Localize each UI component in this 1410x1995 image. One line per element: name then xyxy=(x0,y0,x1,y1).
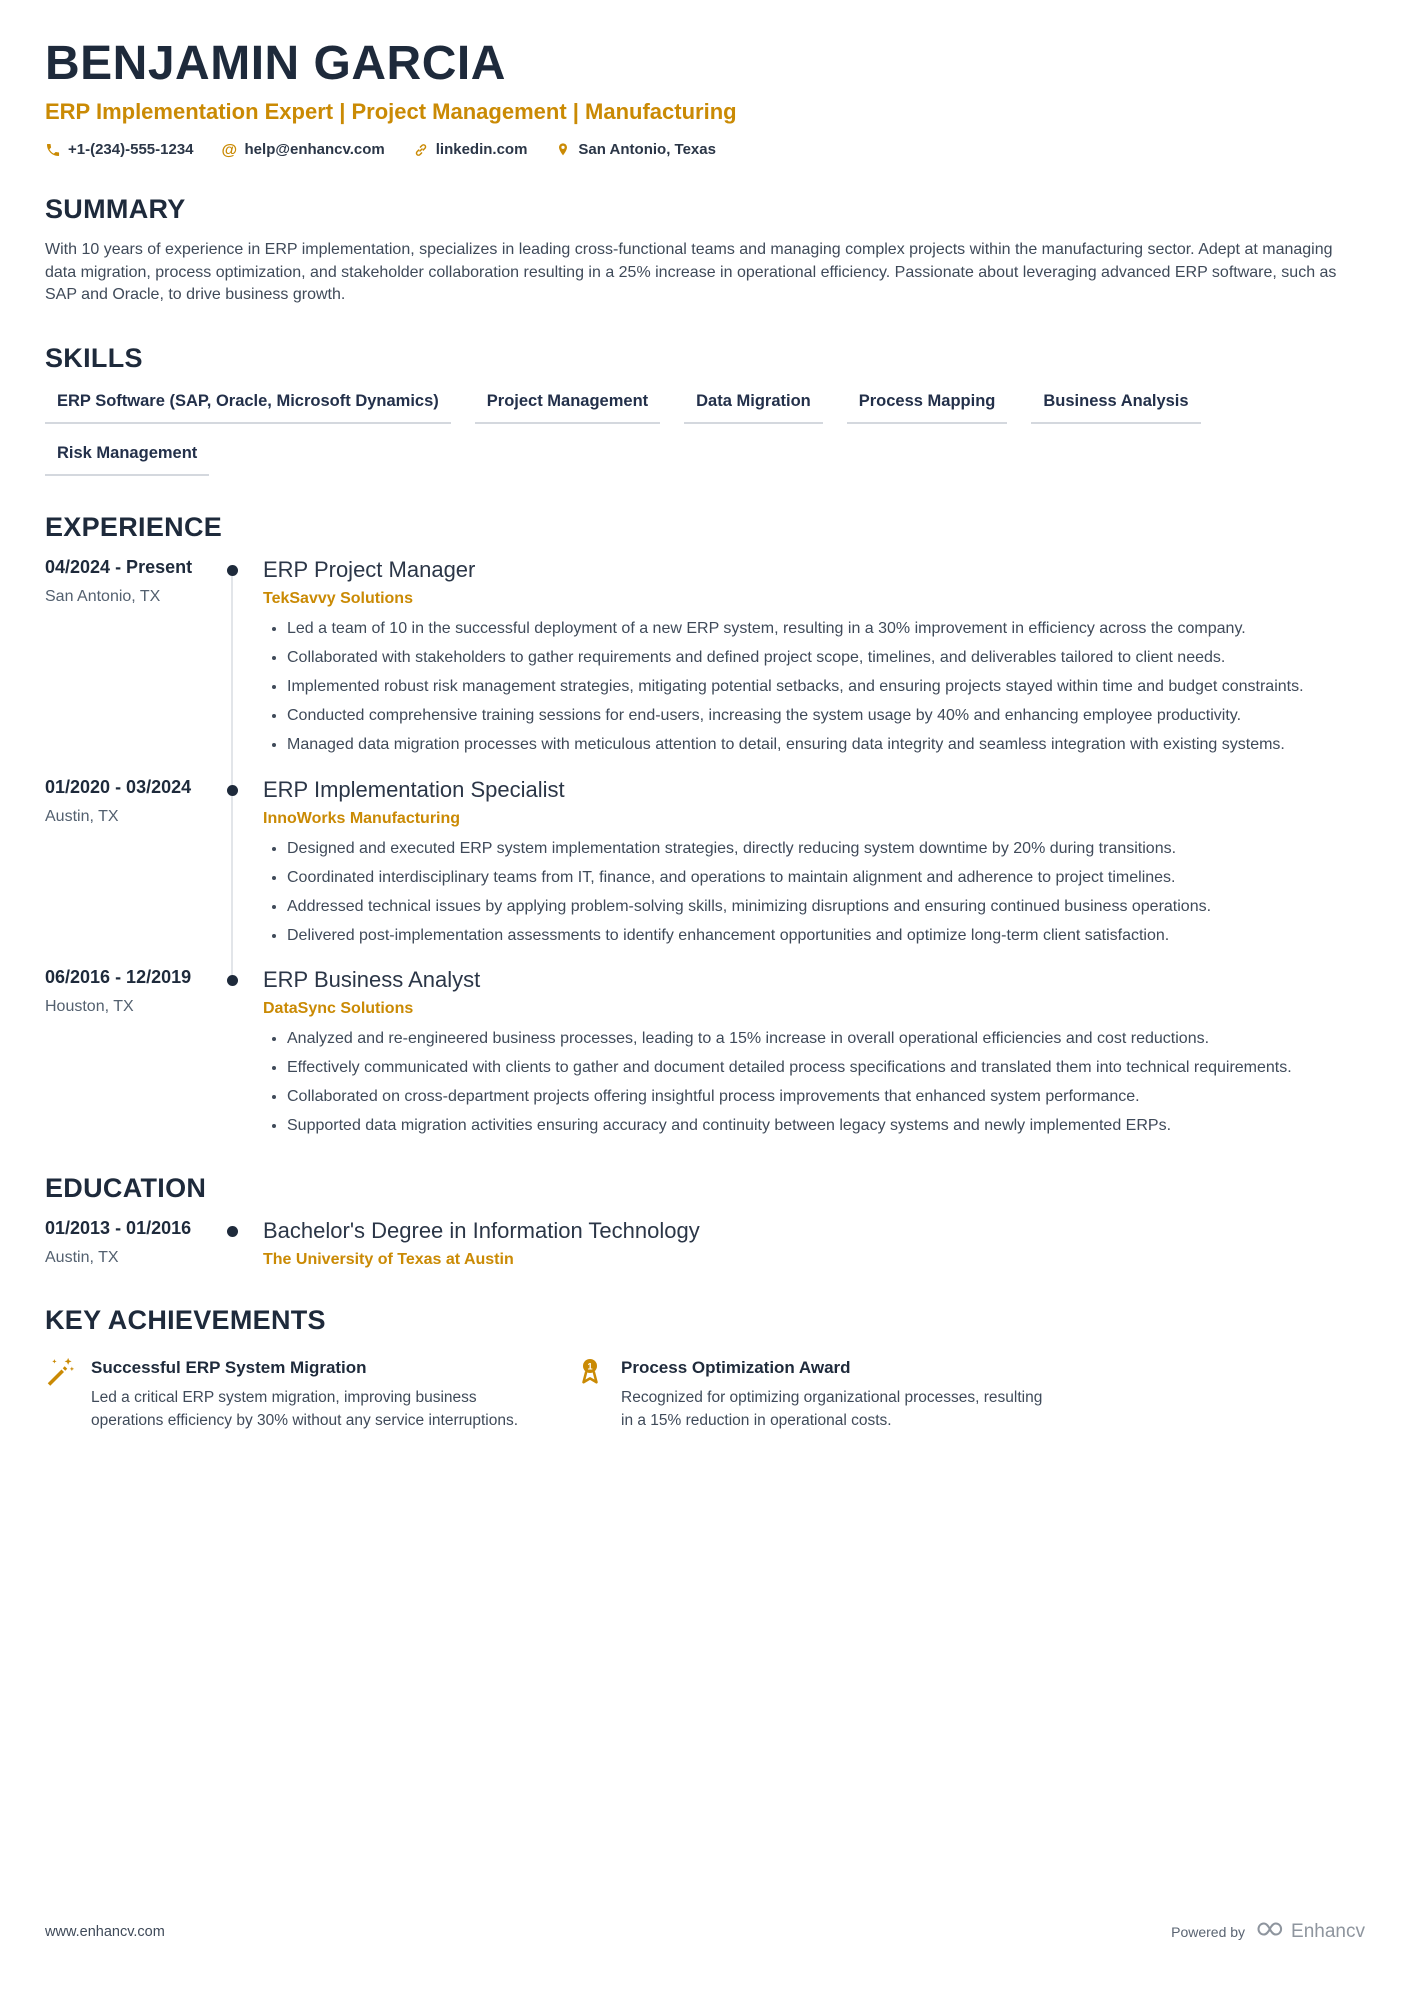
bullet-item: • Analyzed and re-engineered business processes, leading to a 15% increase in overall operational efficiencies and cost reductions. xyxy=(287,1028,1365,1050)
bullet-item: • Designed and executed ERP system implementation strategies, directly reducing system downtime by 20% during transitions. xyxy=(287,838,1365,860)
contact-email-text: help@enhancv.com xyxy=(244,141,385,158)
entry-date: 01/2020 - 03/2024 xyxy=(45,776,192,797)
skill-item: Risk Management xyxy=(45,444,209,476)
summary-heading: SUMMARY xyxy=(45,194,186,224)
achievements-grid xyxy=(45,1356,1365,1432)
entry-location: Houston, TX xyxy=(45,997,134,1015)
svg-text:1: 1 xyxy=(587,1361,593,1372)
entry-meta xyxy=(45,557,230,756)
enhancv-brand[interactable] xyxy=(1255,1920,1365,1943)
phone-icon xyxy=(45,142,61,158)
job-bullets xyxy=(263,838,1365,947)
contact-email[interactable] xyxy=(222,141,385,158)
footer-website-link[interactable]: www.enhancv.com xyxy=(45,1923,165,1940)
magic-wand-icon xyxy=(45,1356,75,1386)
bullet-item: • Conducted comprehensive training sessions for end-users, increasing the system usage by 40% and enhancing employee productivity. xyxy=(287,705,1365,727)
bullet-item: • Managed data migration processes with meticulous attention to detail, ensuring data integrity and seamless integration with existing systems. xyxy=(287,734,1365,756)
job-bullets xyxy=(263,1028,1365,1137)
company-name: TekSavvy Solutions xyxy=(263,590,413,608)
skill-item: Business Analysis xyxy=(1031,392,1200,424)
education-entries xyxy=(45,1218,1365,1269)
contact-location-text: San Antonio, Texas xyxy=(578,141,716,158)
achievement-body xyxy=(91,1356,528,1432)
bullet-item: • Addressed technical issues by applying problem-solving skills, minimizing disruptions and ensuring continued business operations. xyxy=(287,896,1365,918)
entry-body xyxy=(263,777,1365,947)
at-icon: @ xyxy=(221,141,238,159)
link-icon xyxy=(413,142,429,158)
job-title: ERP Business Analyst xyxy=(263,966,481,992)
entry-body xyxy=(263,1218,1365,1269)
job-bullets xyxy=(263,618,1365,756)
entry-body xyxy=(263,557,1365,756)
powered-by xyxy=(1171,1920,1365,1943)
experience-entries xyxy=(45,557,1365,1137)
entry-meta xyxy=(45,1218,230,1269)
job-title: ERP Implementation Specialist xyxy=(263,776,565,802)
skill-item: ERP Software (SAP, Oracle, Microsoft Dynamics) xyxy=(45,392,451,424)
company-name: InnoWorks Manufacturing xyxy=(263,809,461,827)
achievements-heading: KEY ACHIEVEMENTS xyxy=(45,1305,326,1336)
skills-heading: SKILLS xyxy=(45,343,143,374)
powered-by-label: Powered by xyxy=(1171,1923,1246,1940)
entry-meta xyxy=(45,777,230,947)
education-entry xyxy=(45,1218,1365,1269)
bullet-item: • Effectively communicated with clients to gather and document detailed process specifications and translated them into technical requirements. xyxy=(287,1057,1365,1079)
summary-text: With 10 years of experience in ERP implementation, specializes in leading cross-functional teams and managing complex projects within the manufacturing sector. Adept at managing data migration, process optimization, and stakeholder collaboration resulting in a 25% increase in operational efficiency. Passionate about leveraging advanced ERP software, such as SAP and Oracle, to drive business growth. xyxy=(45,241,1337,304)
contact-phone-text: +1-(234)-555-1234 xyxy=(68,141,194,158)
person-name: BENJAMIN GARCIA xyxy=(45,37,506,90)
experience-entry xyxy=(45,557,1365,756)
bullet-item: • Supported data migration activities ensuring accuracy and continuity between legacy systems and newly implemented ERPs. xyxy=(287,1115,1365,1137)
bullet-item: • Delivered post-implementation assessments to identify enhancement opportunities and optimize long-term client satisfaction. xyxy=(287,925,1365,947)
education-heading: EDUCATION xyxy=(45,1173,207,1204)
bullet-item: • Coordinated interdisciplinary teams from IT, finance, and operations to maintain alignment and adherence to project timelines. xyxy=(287,867,1365,889)
location-icon xyxy=(555,142,571,158)
degree-title: Bachelor's Degree in Information Technology xyxy=(263,1218,700,1244)
experience-entry xyxy=(45,967,1365,1137)
entry-location: San Antonio, TX xyxy=(45,588,161,606)
entry-date: 04/2024 - Present xyxy=(45,557,193,578)
skill-item: Process Mapping xyxy=(847,392,1008,424)
medal-icon xyxy=(575,1356,605,1386)
bullet-item: • Collaborated with stakeholders to gather requirements and defined project scope, timelines, and deliverables tailored to client needs. xyxy=(287,647,1365,669)
page-footer xyxy=(45,1920,1365,1943)
entry-location: Austin, TX xyxy=(45,807,119,825)
bullet-item: • Collaborated on cross-department projects offering insightful process improvements that enhanced system performance. xyxy=(287,1086,1365,1108)
contact-linkedin-text: linkedin.com xyxy=(435,141,528,158)
entry-location: Austin, TX xyxy=(45,1249,119,1267)
entry-date: 06/2016 - 12/2019 xyxy=(45,966,192,987)
achievement-item xyxy=(575,1356,1365,1432)
achievement-title: Process Optimization Award xyxy=(621,1358,851,1378)
school-name: The University of Texas at Austin xyxy=(263,1251,514,1269)
contact-phone[interactable] xyxy=(45,141,194,158)
enhancv-logo-icon xyxy=(1255,1920,1285,1943)
skill-item: Project Management xyxy=(475,392,660,424)
bullet-item: • Implemented robust risk management strategies, mitigating potential setbacks, and ensuring projects stayed within time and budget constraints. xyxy=(287,676,1365,698)
achievement-item xyxy=(45,1356,575,1432)
professional-title: ERP Implementation Expert | Project Management | Manufacturing xyxy=(45,99,737,124)
achievement-title: Successful ERP System Migration xyxy=(91,1358,367,1378)
entry-meta xyxy=(45,967,230,1137)
experience-heading: EXPERIENCE xyxy=(45,512,223,543)
entry-body xyxy=(263,967,1365,1137)
contact-linkedin[interactable] xyxy=(413,141,528,158)
achievement-body xyxy=(621,1356,1058,1432)
entry-date: 01/2013 - 01/2016 xyxy=(45,1218,192,1239)
contact-row xyxy=(45,141,1365,158)
skills-list xyxy=(45,392,1365,476)
achievement-description: Led a critical ERP system migration, improving business operations efficiency by 30% without any service interruptions. xyxy=(91,1389,519,1429)
enhancv-brand-name: Enhancv xyxy=(1291,1920,1365,1942)
bullet-item: • Led a team of 10 in the successful deployment of a new ERP system, resulting in a 30% improvement in efficiency across the company. xyxy=(287,618,1365,640)
job-title: ERP Project Manager xyxy=(263,557,476,583)
company-name: DataSync Solutions xyxy=(263,999,414,1017)
contact-location xyxy=(555,141,716,158)
experience-entry xyxy=(45,777,1365,947)
skill-item: Data Migration xyxy=(684,392,823,424)
achievement-description: Recognized for optimizing organizational processes, resulting in a 15% reduction in operational costs. xyxy=(621,1389,1043,1429)
